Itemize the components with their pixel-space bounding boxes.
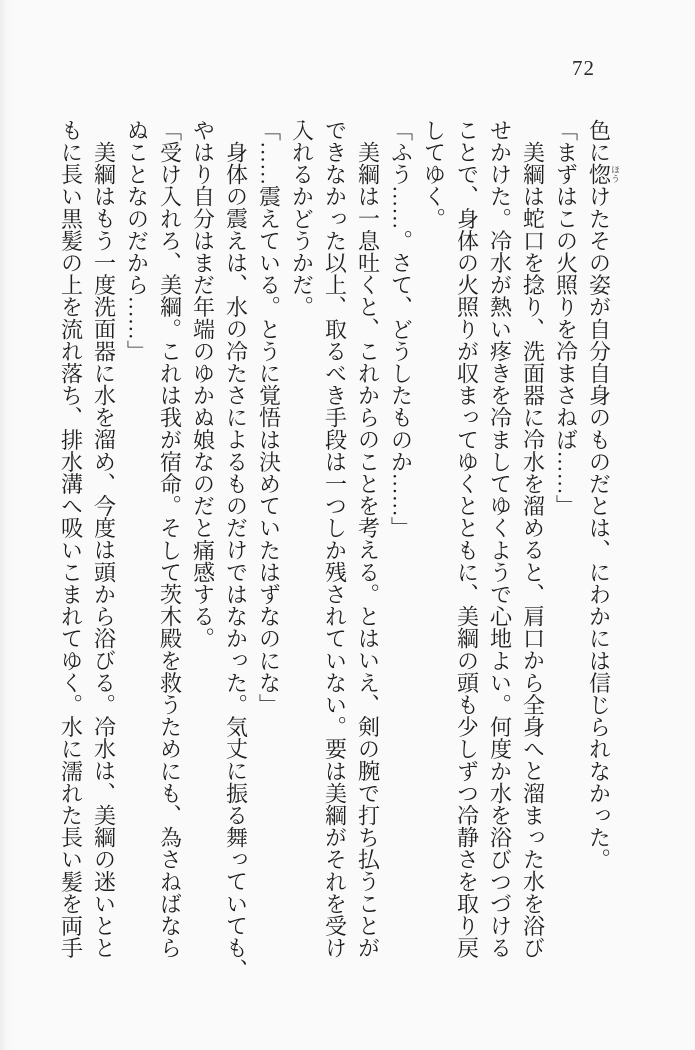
text-line: やはり自分はまだ年端のゆかぬ娘なのだと痛感する。 xyxy=(190,119,216,650)
text-line: ぬことなのだから……」 xyxy=(124,119,150,363)
text-line: できなかった以上、取るべき手段は一つしか残されていない。要は美綱がそれを受け xyxy=(322,119,348,959)
text-line: ことで、身体の火照りが収まってゆくとともに、美綱の頭も少しずつ冷静さを取り戻 xyxy=(454,119,480,959)
text-line: 「まずはこの火照りを冷まさねば……」 xyxy=(553,119,579,517)
text-line: してゆく。 xyxy=(421,119,447,230)
body-text xyxy=(58,119,620,981)
text-line: せかけた。冷水が熱い疼きを冷ましてゆくようで心地よい。何度か水を浴びつづける xyxy=(487,119,513,959)
text-line: 「受け入れろ、美綱。これは我が宿命。そして茨木殿を救うためにも、為さねばなら xyxy=(157,119,183,959)
ruby-annotated-char: 惚ほう xyxy=(586,163,620,186)
text-line: 入れるかどうかだ。 xyxy=(289,119,315,318)
text-line: 身体の震えは、水の冷たさによるものだけではなかった。気丈に振る舞っていても、 xyxy=(223,141,249,981)
text-line: もに長い黒髪の上を流れ落ち、排水溝へ吸いこまれてゆく。水に濡れた長い髪を両手 xyxy=(58,119,84,959)
page-number: 72 xyxy=(572,56,595,80)
text-line: 美綱はもう一度洗面器に水を溜め、今度は頭から浴びる。冷水は、美綱の迷いとと xyxy=(91,141,117,959)
text-line: 美綱は蛇口を捻り、洗面器に冷水を溜めると、肩口から全身へと溜まった水を浴び xyxy=(520,141,546,959)
furigana: ほう xyxy=(610,163,620,186)
text-line: 美綱は一息吐くと、これからのことを考える。とはいえ、剣の腕で打ち払うことが xyxy=(355,141,381,959)
text-line: 色に惚ほうけたその姿が自分自身のものだとは、にわかには信じられなかった。 xyxy=(586,119,620,871)
text-line: 「ふう……。さて、どうしたものか……」 xyxy=(388,119,414,539)
text-line: 「……震えている。とうに覚悟は決めていたはずなのにな」 xyxy=(256,119,282,716)
